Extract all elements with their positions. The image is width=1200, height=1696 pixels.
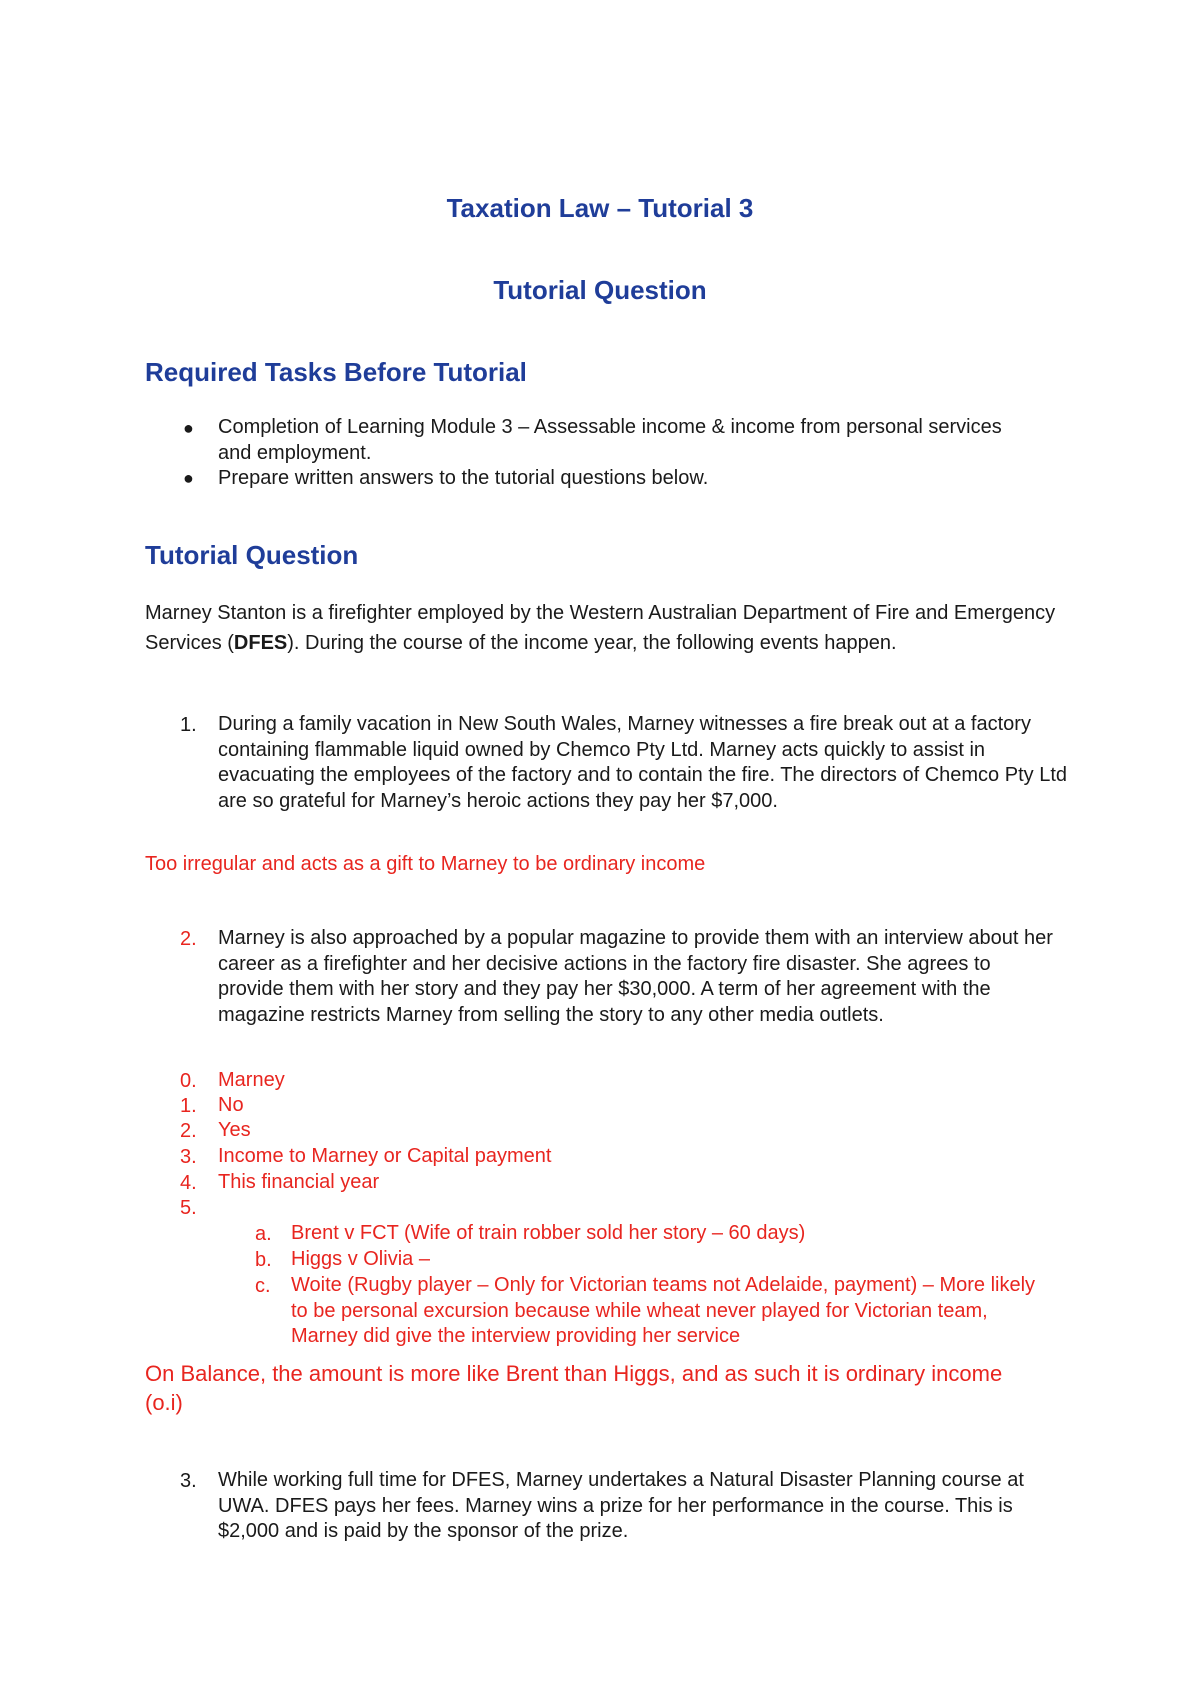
step-number: 3. — [180, 1146, 197, 1168]
intro-text: Marney Stanton is a firefighter employed by the Western Australian Department of Fire and Emergency Services ( — [145, 602, 1056, 654]
step-number: 0. — [180, 1070, 197, 1092]
case-text: Higgs v Olivia – — [291, 1248, 430, 1270]
case-letter: a. — [255, 1223, 272, 1245]
case-text: Woite (Rugby player – Only for Victorian teams not Adelaide, payment) – More likely to be personal excursion because while wheat never played for Victorian team, Marney did give the interview providing her service — [291, 1274, 1036, 1347]
task-item: Completion of Learning Module 3 – Assessable income & income from personal services and employment. — [218, 416, 1002, 464]
bullet-icon: ● — [183, 468, 194, 488]
question-number: 1. — [180, 714, 197, 736]
document-title: Taxation Law – Tutorial 3 — [446, 193, 754, 223]
step-number: 2. — [180, 1120, 197, 1142]
question-2-text: Marney is also approached by a popular magazine to provide them with an interview about her career as a firefighter and her decisive actions in the factory fire disaster. She agrees to provide them with her story and they pay her $30,000. A term of her agreement with the magazine restricts Marney from selling the story to any other media outlets. — [218, 927, 1053, 1026]
step-number: 4. — [180, 1172, 197, 1194]
step-text: Yes — [218, 1119, 251, 1141]
step-text: This financial year — [218, 1171, 380, 1193]
section-heading-tutorial-question: Tutorial Question — [145, 540, 359, 570]
case-letter: b. — [255, 1249, 272, 1271]
question-number: 3. — [180, 1470, 197, 1492]
intro-text-end: ). During the course of the income year, the following events happen. — [287, 632, 897, 654]
section-heading-required-tasks: Required Tasks Before Tutorial — [145, 357, 527, 387]
question-3-text: While working full time for DFES, Marney undertakes a Natural Disaster Planning course at UWA. DFES pays her fees. Marney wins a prize for her performance in the course. This is $2,000 and is paid by the sponsor of the prize. — [218, 1469, 1024, 1542]
step-text: No — [218, 1094, 244, 1116]
question-1-text: During a family vacation in New South Wales, Marney witnesses a fire break out at a factory containing flammable liquid owned by Chemco Pty Ltd. Marney acts quickly to assist in evacuating the employees of the factory and to contain the fire. The directors of Chemco Pty Ltd are so grateful for Marney’s heroic actions they pay her $7,000. — [218, 713, 1067, 812]
step-text: Marney — [218, 1069, 285, 1091]
step-text: Income to Marney or Capital payment — [218, 1145, 552, 1167]
task-item: Prepare written answers to the tutorial questions below. — [218, 467, 709, 489]
intro-paragraph — [145, 598, 1065, 658]
step-number: 5. — [180, 1197, 197, 1219]
intro-bold: DFES — [233, 632, 288, 654]
bullet-icon: ● — [183, 418, 194, 438]
case-letter: c. — [255, 1275, 271, 1297]
question-2-conclusion: On Balance, the amount is more like Brent than Higgs, and as such it is ordinary income (o.i) — [145, 1361, 1003, 1415]
question-number: 2. — [180, 928, 197, 950]
case-text: Brent v FCT (Wife of train robber sold her story – 60 days) — [291, 1222, 806, 1244]
question-1-answer: Too irregular and acts as a gift to Marney to be ordinary income — [145, 853, 706, 875]
step-number: 1. — [180, 1095, 197, 1117]
document-subtitle: Tutorial Question — [493, 275, 707, 305]
